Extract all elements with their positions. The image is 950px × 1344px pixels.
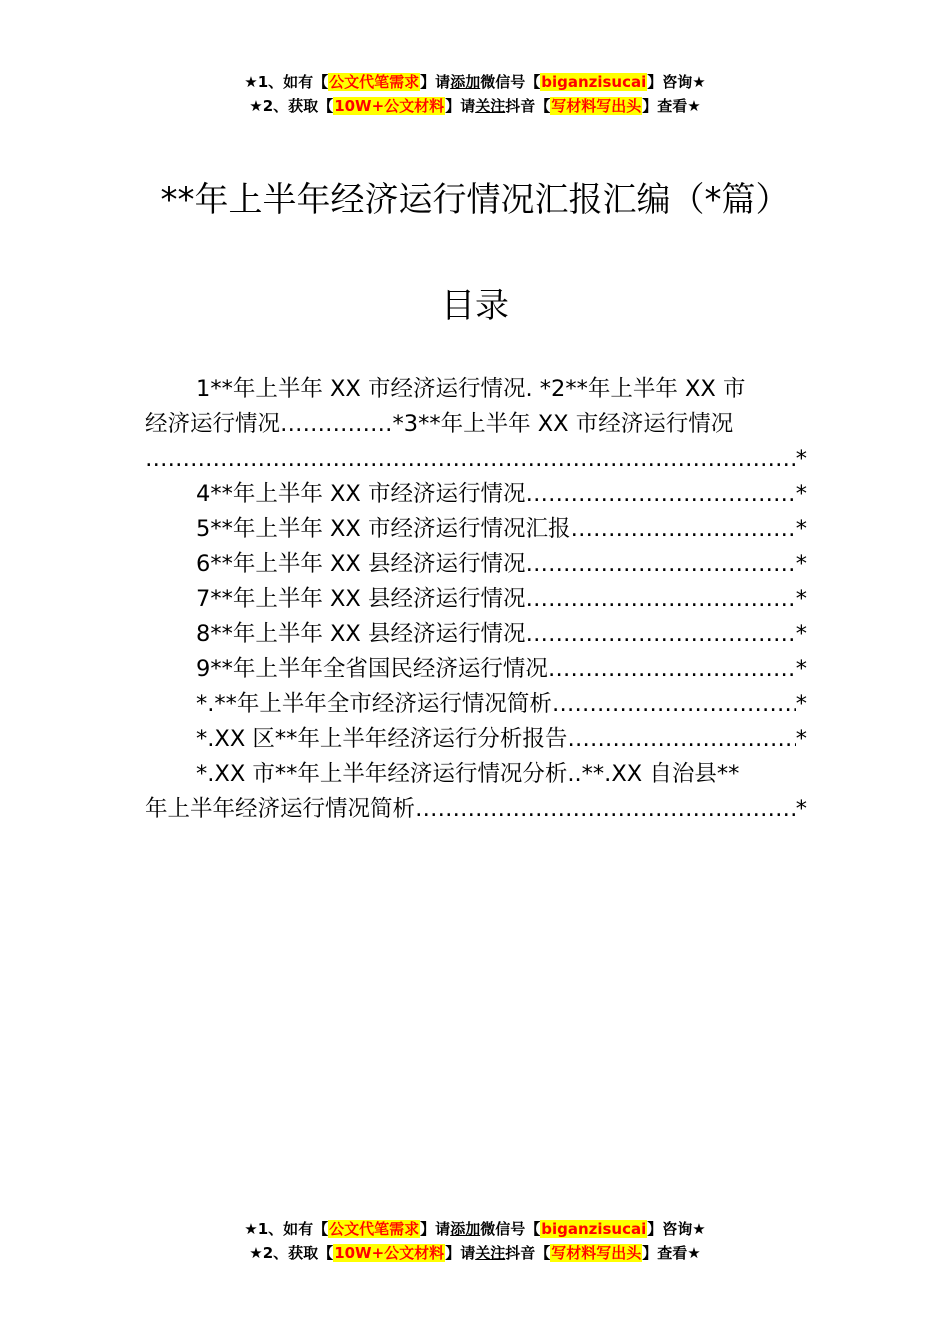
toc-leader: [145, 442, 796, 477]
toc-item[interactable]: 6**年上半年 XX 县经济运行情况 ………………………………………………………………………………………………………………………………………………………… *: [145, 547, 807, 582]
highlight-materials: 10W+公文材料: [334, 1244, 445, 1262]
table-of-contents: [145, 372, 807, 827]
toc-page-number: *: [795, 691, 807, 717]
toc-item[interactable]: 9**年上半年全省国民经济运行情况 ………………………………………………………………………………………………………………………………………………………… *: [145, 652, 807, 687]
toc-page-number: *: [795, 621, 807, 647]
toc-page-number: *: [795, 516, 807, 542]
toc-page-number: *: [795, 551, 807, 577]
toc-item[interactable]: 7**年上半年 XX 县经济运行情况 ………………………………………………………………………………………………………………………………………………………… *: [145, 582, 807, 617]
toc-line: [145, 442, 807, 477]
toc-page-number: *: [795, 586, 807, 612]
toc-item[interactable]: 年上半年经济运行情况简析 ………………………………………………………………………………………………………………………………………………………… *: [145, 792, 807, 827]
toc-leader: [525, 547, 795, 582]
highlight-materials: 10W+公文材料: [334, 97, 445, 115]
toc-leader: [570, 512, 795, 547]
toc-page-number: *: [795, 796, 807, 822]
toc-leader: [525, 617, 795, 652]
toc-page-number: *: [795, 481, 807, 507]
highlight-ghostwriting: 公文代笔需求: [329, 73, 420, 91]
highlight-wechat-id: biganzisucai: [541, 73, 647, 91]
highlight-wechat-id: biganzisucai: [541, 1220, 647, 1238]
toc-leader: [525, 477, 795, 512]
toc-leader: [548, 652, 796, 687]
toc-line: *.XX 市**年上半年经济运行情况分析..**.XX 自治县**: [196, 761, 740, 787]
toc-leader: [567, 722, 795, 757]
toc-item[interactable]: *.**年上半年全市经济运行情况简析 ………………………………………………………………………………………………………………………………………………………… *: [145, 687, 807, 722]
banner-line-2: ★2、获取【10W+公文材料】请关注抖音【写材料写出头】查看★: [249, 97, 701, 115]
toc-item[interactable]: 4**年上半年 XX 市经济运行情况 ………………………………………………………………………………………………………………………………………………………… *: [145, 477, 807, 512]
toc-page-number: *: [795, 656, 807, 682]
banner-line-1: ★1、如有【公文代笔需求】请添加微信号【biganzisucai】咨询★: [244, 73, 706, 91]
toc-leader: [552, 687, 796, 722]
toc-line: 经济运行情况……………*3**年上半年 XX 市经济运行情况: [145, 411, 734, 437]
header-banner: [0, 70, 950, 118]
footer-banner: [0, 1217, 950, 1265]
toc-page-number: *: [795, 446, 807, 472]
toc-heading: 目录: [441, 286, 509, 326]
toc-leader: [415, 792, 796, 827]
toc-leader: [525, 582, 795, 617]
toc-item[interactable]: 8**年上半年 XX 县经济运行情况 ………………………………………………………………………………………………………………………………………………………… *: [145, 617, 807, 652]
document-title: **年上半年经济运行情况汇报汇编（*篇）: [160, 180, 790, 220]
banner-line-2: ★2、获取【10W+公文材料】请关注抖音【写材料写出头】查看★: [249, 1244, 701, 1262]
highlight-douyin-account: 写材料写出头: [551, 97, 642, 115]
toc-line: 1**年上半年 XX 市经济运行情况. *2**年上半年 XX 市: [196, 376, 746, 402]
banner-line-1: ★1、如有【公文代笔需求】请添加微信号【biganzisucai】咨询★: [244, 1220, 706, 1238]
toc-item[interactable]: 5**年上半年 XX 市经济运行情况汇报 ………………………………………………………………………………………………………………………………………………………… *: [145, 512, 807, 547]
highlight-ghostwriting: 公文代笔需求: [329, 1220, 420, 1238]
toc-page-number: *: [795, 726, 807, 752]
highlight-douyin-account: 写材料写出头: [551, 1244, 642, 1262]
toc-item[interactable]: *.XX 区**年上半年经济运行分析报告 ………………………………………………………………………………………………………………………………………………………… *: [145, 722, 807, 757]
